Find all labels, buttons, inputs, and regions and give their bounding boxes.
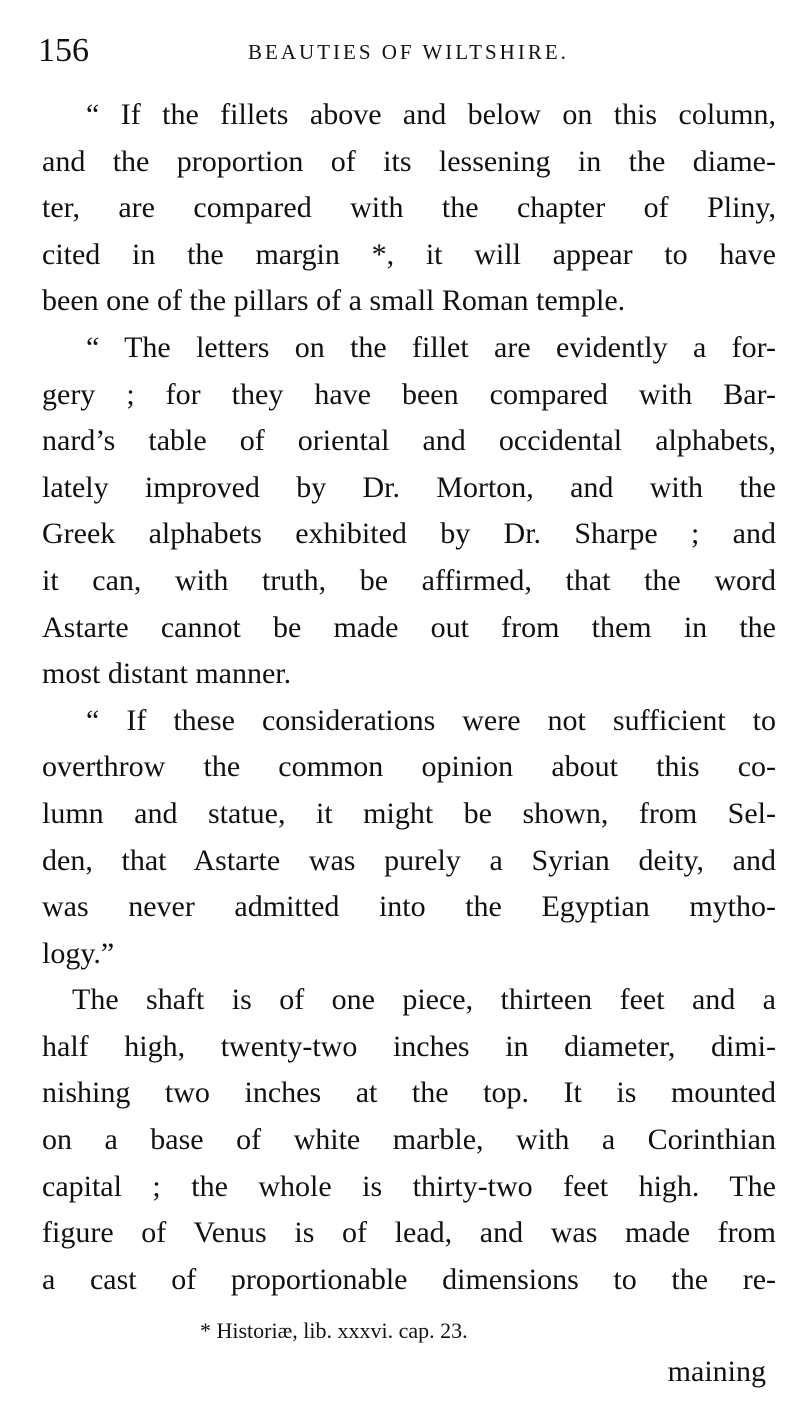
body-text: [42, 92, 776, 1303]
text-line: been one of the pillars of a small Roman temple.: [42, 284, 626, 318]
text-line: “ The letters on the fillet are evidently a for-: [86, 330, 776, 364]
text-line: nard’s table of oriental and occidental alphabets,: [42, 424, 776, 458]
text-line: Astarte cannot be made out from them in the: [42, 610, 776, 644]
text-line: figure of Venus is of lead, and was made from: [42, 1216, 776, 1250]
text-line: was never admitted into the Egyptian mytho-: [42, 890, 776, 924]
text-line: The shaft is of one piece, thirteen feet and a: [72, 983, 776, 1017]
text-line: and the proportion of its lessening in the diame-: [42, 144, 776, 178]
page-number: 156: [38, 32, 89, 69]
text-line: “ If the fillets above and below on this column,: [86, 98, 776, 131]
paragraph: [42, 92, 776, 325]
text-line: Greek alphabets exhibited by Dr. Sharpe ; and: [42, 517, 776, 551]
text-line: on a base of white marble, with a Corinthian: [42, 1123, 776, 1157]
paragraph: [42, 977, 776, 1303]
text-line: a cast of proportionable dimensions to the re-: [42, 1262, 776, 1296]
text-line: half high, twenty-two inches in diameter, dimi-: [42, 1029, 776, 1063]
text-line: nishing two inches at the top. It is mounted: [42, 1076, 776, 1110]
paragraph: [42, 325, 776, 698]
text-line: overthrow the common opinion about this co-: [42, 750, 776, 784]
text-line: den, that Astarte was purely a Syrian deity, and: [42, 843, 776, 877]
page-header: [38, 28, 778, 74]
text-line: ter, are compared with the chapter of Pliny,: [42, 191, 776, 225]
text-line: “ If these considerations were not sufficient to: [86, 703, 776, 737]
catchword: maining: [667, 1355, 766, 1388]
paragraph: [42, 698, 776, 978]
text-line: logy.”: [42, 936, 115, 970]
text-line: gery ; for they have been compared with Bar-: [42, 377, 776, 411]
text-line: cited in the margin *, it will appear to have: [42, 237, 776, 271]
text-line: capital ; the whole is thirty-two feet high. The: [42, 1169, 776, 1203]
running-head: BEAUTIES OF WILTSHIRE.: [248, 40, 569, 64]
text-line: lately improved by Dr. Morton, and with the: [42, 470, 776, 504]
footnote: * Historiæ, lib. xxxvi. cap. 23.: [200, 1318, 468, 1343]
text-line: lumn and statue, it might be shown, from Sel-: [42, 796, 776, 830]
text-line: it can, with truth, be affirmed, that the word: [42, 563, 776, 597]
text-line: most distant manner.: [42, 657, 292, 691]
